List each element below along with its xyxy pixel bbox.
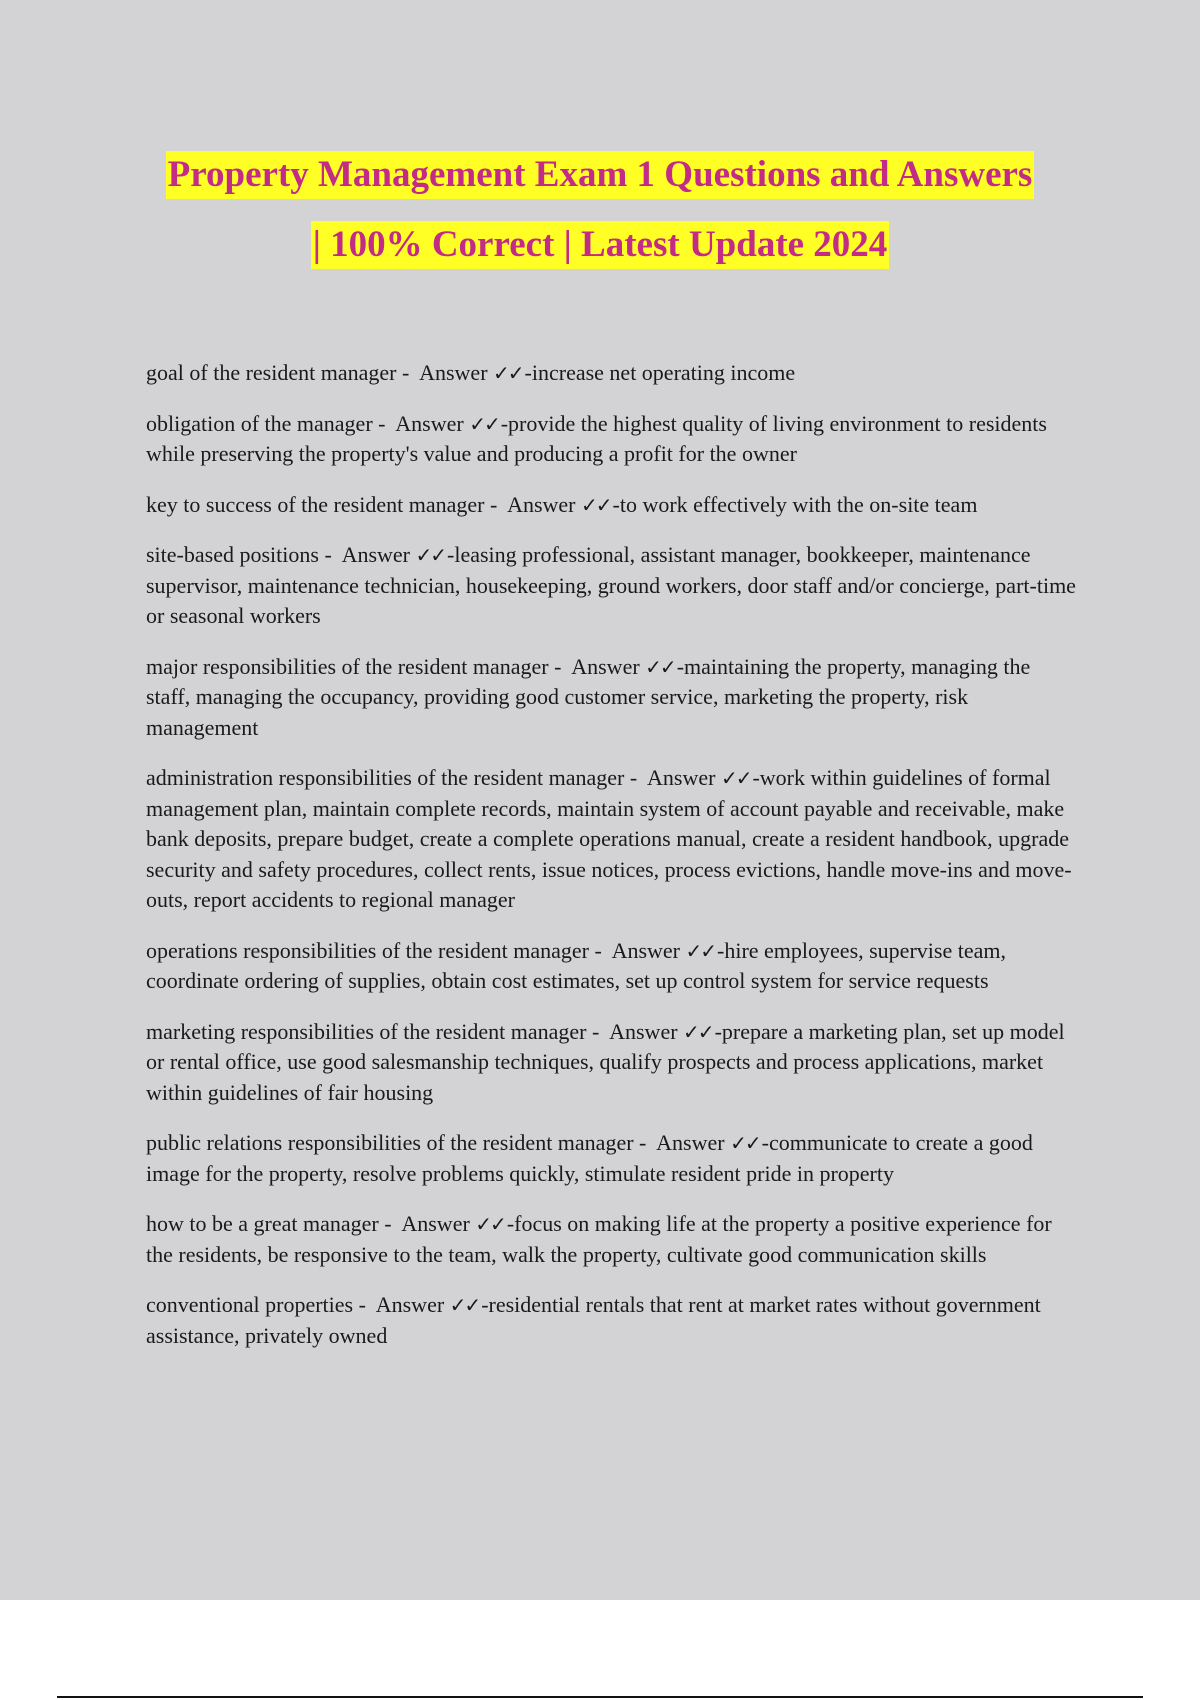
- qa-answer: -hire employees, supervise team, coordinate ordering of supplies, obtain cost estimates, set up control system for service requests: [146, 937, 1006, 993]
- qa-term: administration responsibilities of the resident manager: [146, 765, 625, 790]
- answer-label: Answer: [341, 542, 410, 567]
- qa-answer: -increase net operating income: [524, 360, 796, 385]
- qa-item: goal of the resident manager - Answer ✓✓-increase net operating income: [146, 360, 796, 385]
- qa-term: major responsibilities of the resident manager: [146, 653, 549, 679]
- qa-item: administration responsibilities of the resident manager - Answer ✓✓-work within guidelines of formal management plan, maintain complete records, maintain system of account payable and receivable, make bank deposits, prepare budget, create a complete operations manual, create a resident handbook, upgrade security and safety procedures, collect rents, issue notices, process evictions, handle move-ins and move-outs, report accidents to regional manager: [146, 765, 1072, 912]
- answer-label: Answer: [571, 653, 640, 679]
- qa-term: key to success of the resident manager: [146, 491, 485, 517]
- double-check-icon: ✓✓: [730, 1131, 760, 1155]
- double-check-icon: ✓✓: [685, 938, 716, 963]
- title-line-2: | 100% Correct | Latest Update 2024: [311, 221, 890, 269]
- double-check-icon: ✓✓: [475, 1212, 505, 1236]
- qa-item: major responsibilities of the resident manager - Answer ✓✓-maintaining the property, managing the staff, managing the occupancy, providing good customer service, marketing the property, risk management: [146, 653, 1031, 740]
- double-check-icon: ✓✓: [683, 1019, 713, 1044]
- answer-label: Answer: [647, 765, 716, 790]
- qa-item: key to success of the resident manager - Answer ✓✓-to work effectively with the on-site team: [146, 491, 978, 517]
- qa-answer: -focus on making life at the property a positive experience for the residents, be responsive to the team, walk the property, cultivate good communication skills: [146, 1211, 1052, 1267]
- double-check-icon: ✓✓: [449, 1293, 480, 1317]
- qa-list: [146, 358, 1076, 1371]
- qa-term: obligation of the manager: [146, 410, 373, 436]
- double-check-icon: ✓✓: [469, 411, 499, 436]
- answer-label: Answer: [401, 1211, 470, 1236]
- qa-item: site-based positions - Answer ✓✓-leasing professional, assistant manager, bookkeeper, maintenance supervisor, maintenance technician, housekeeping, ground workers, door staff and/or concierge, part-time or seasonal workers: [146, 542, 1076, 628]
- qa-term: site-based positions: [146, 542, 319, 567]
- qa-item: obligation of the manager - Answer ✓✓-provide the highest quality of living environment to residents while preserving the property's value and producing a profit for the owner: [146, 410, 1047, 466]
- answer-label: Answer: [611, 937, 680, 963]
- qa-answer: -leasing professional, assistant manager, bookkeeper, maintenance supervisor, maintenance technician, housekeeping, ground workers, door staff and/or concierge, part-time or seasonal workers: [146, 542, 1076, 628]
- qa-term: public relations responsibilities of the resident manager: [146, 1130, 634, 1155]
- answer-label: Answer: [656, 1130, 725, 1155]
- qa-answer: -to work effectively with the on-site team: [612, 491, 978, 517]
- qa-answer: -communicate to create a good image for the property, resolve problems quickly, stimulate resident pride in property: [146, 1130, 1033, 1186]
- qa-item: public relations responsibilities of the resident manager - Answer ✓✓-communicate to create a good image for the property, resolve problems quickly, stimulate resident pride in property: [146, 1130, 1033, 1186]
- answer-label: Answer: [395, 410, 464, 436]
- qa-term: operations responsibilities of the resident manager: [146, 937, 589, 963]
- double-check-icon: ✓✓: [415, 543, 446, 567]
- double-check-icon: ✓✓: [493, 361, 523, 385]
- double-check-icon: ✓✓: [720, 766, 751, 790]
- qa-answer: -prepare a marketing plan, set up model or rental office, use good salesmanship techniques, qualify prospects and process applications, market within guidelines of fair housing: [146, 1018, 1065, 1105]
- qa-item: conventional properties - Answer ✓✓-residential rentals that rent at market rates without government assistance, privately owned: [146, 1292, 1041, 1348]
- qa-answer: -provide the highest quality of living environment to residents while preserving the property's value and producing a profit for the owner: [146, 410, 1047, 466]
- qa-term: marketing responsibilities of the resident manager: [146, 1018, 587, 1044]
- qa-answer: -work within guidelines of formal management plan, maintain complete records, maintain system of account payable and receivable, make bank deposits, prepare budget, create a complete operations manual, create a resident handbook, upgrade security and safety procedures, collect rents, issue notices, process evictions, handle move-ins and move-outs, report accidents to regional manager: [146, 765, 1072, 912]
- qa-answer: -residential rentals that rent at market rates without government assistance, privately owned: [146, 1292, 1041, 1348]
- qa-term: conventional properties: [146, 1292, 354, 1317]
- qa-item: how to be a great manager - Answer ✓✓-focus on making life at the property a positive experience for the residents, be responsive to the team, walk the property, cultivate good communication skills: [146, 1211, 1052, 1267]
- qa-item: marketing responsibilities of the resident manager - Answer ✓✓-prepare a marketing plan, set up model or rental office, use good salesmanship techniques, qualify prospects and process applications, market within guidelines of fair housing: [146, 1018, 1065, 1105]
- double-check-icon: ✓✓: [645, 654, 675, 679]
- answer-label: Answer: [419, 360, 488, 385]
- double-check-icon: ✓✓: [581, 492, 611, 517]
- qa-item: operations responsibilities of the resident manager - Answer ✓✓-hire employees, supervise team, coordinate ordering of supplies, obtain cost estimates, set up control system for service requests: [146, 937, 1006, 993]
- answer-label: Answer: [375, 1292, 445, 1317]
- answer-label: Answer: [507, 491, 576, 517]
- footer-divider: [57, 1696, 1143, 1698]
- qa-term: goal of the resident manager: [146, 360, 397, 385]
- title-line-1: Property Management Exam 1 Questions and Answers: [166, 151, 1035, 199]
- qa-term: how to be a great manager: [146, 1211, 379, 1236]
- answer-label: Answer: [609, 1018, 678, 1044]
- document-title: [0, 140, 1200, 280]
- qa-answer: -maintaining the property, managing the staff, managing the occupancy, providing good customer service, marketing the property, risk management: [146, 653, 1031, 740]
